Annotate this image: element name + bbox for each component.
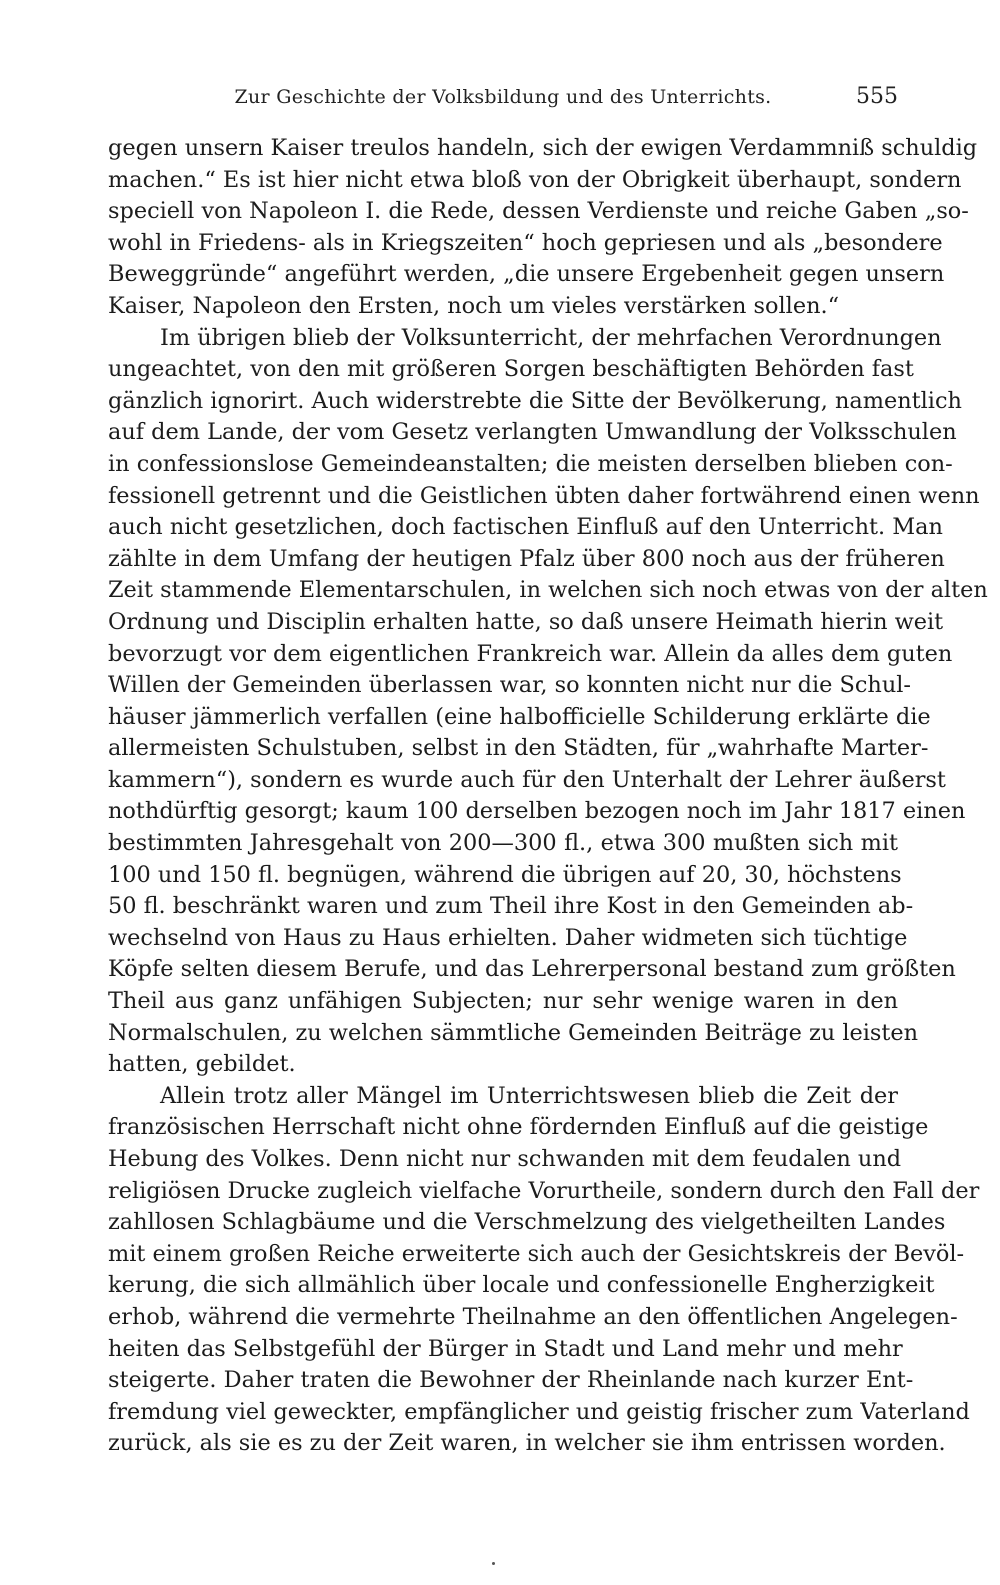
text-line: nothdürftig gesorgt; kaum 100 derselben bezogen noch im Jahr 1817 einen	[108, 798, 966, 825]
text-line: allermeisten Schulstuben, selbst in den Städten, für „wahrhafte Marter-	[108, 735, 929, 762]
text-line: häuser jämmerlich verfallen (eine halbofficielle Schilderung erklärte die	[108, 703, 931, 730]
text-line: erhob, während die vermehrte Theilnahme an den öffentlichen Angelegen-	[108, 1303, 958, 1330]
text-line: religiösen Drucke zugleich vielfache Vorurtheile, sondern durch den Fall der	[108, 1177, 980, 1204]
text-line: bevorzugt vor dem eigentlichen Frankreich war. Allein da alles dem guten	[108, 640, 953, 667]
paragraph-start-line: Im übrigen blieb der Volksunterricht, der mehrfachen Verordnungen	[160, 324, 942, 351]
text-line: machen.“ Es ist hier nicht etwa bloß von der Obrigkeit überhaupt, sondern	[108, 166, 962, 193]
text-line: zahllosen Schlagbäume und die Verschmelzung des vielgetheilten Landes	[108, 1209, 946, 1236]
text-line: speciell von Napoleon I. die Rede, dessen Verdienste und reiche Gaben „so-	[108, 198, 969, 225]
print-speck	[492, 1562, 495, 1565]
body-text	[108, 133, 988, 1460]
text-line: 100 und 150 fl. begnügen, während die übrigen auf 20, 30, höchstens	[108, 861, 902, 888]
text-line: 50 fl. beschränkt waren und zum Theil ihre Kost in den Gemeinden ab-	[108, 893, 914, 920]
paragraph-start-line: Allein trotz aller Mängel im Unterrichtswesen blieb die Zeit der	[160, 1082, 898, 1109]
text-line: zurück, als sie es zu der Zeit waren, in welcher sie ihm entrissen worden.	[108, 1430, 946, 1457]
text-line: Ordnung und Disciplin erhalten hatte, so daß unsere Heimath hierin weit	[108, 608, 944, 635]
text-line: mit einem großen Reiche erweiterte sich auch der Gesichtskreis der Bevöl-	[108, 1240, 965, 1267]
text-line: Köpfe selten diesem Berufe, und das Lehrerpersonal bestand zum größten	[108, 956, 956, 983]
text-line: Willen der Gemeinden überlassen war, so konnten nicht nur die Schul-	[108, 672, 911, 699]
text-line: gegen unsern Kaiser treulos handeln, sich der ewigen Verdammniß schuldig	[108, 135, 978, 161]
text-line: Hebung des Volkes. Denn nicht nur schwanden mit dem feudalen und	[108, 1146, 902, 1172]
running-title: Zur Geschichte der Volksbildung und des Unterrichts.	[234, 86, 772, 108]
text-line: kammern“), sondern es wurde auch für den Unterhalt der Lehrer äußerst	[108, 766, 946, 793]
text-line: Beweggründe“ angeführt werden, „die unsere Ergebenheit gegen unsern	[108, 261, 945, 288]
text-line: fessionell getrennt und die Geistlichen übten daher fortwährend einen wenn	[108, 482, 980, 509]
text-line: ungeachtet, von den mit größeren Sorgen beschäftigten Behörden fast	[108, 356, 914, 383]
text-line: bestimmten Jahresgehalt von 200—300 fl., etwa 300 mußten sich mit	[108, 830, 898, 857]
text-line: kerung, die sich allmählich über locale und confessionelle Engherzigkeit	[108, 1272, 935, 1299]
text-line: steigerte. Daher traten die Bewohner der Rheinlande nach kurzer Ent-	[108, 1367, 914, 1394]
text-line: Zeit stammende Elementarschulen, in welchen sich noch etwas von der alten	[108, 577, 988, 604]
text-line: hatten, gebildet.	[108, 1051, 296, 1078]
text-line: heiten das Selbstgefühl der Bürger in Stadt und Land mehr und mehr	[108, 1335, 903, 1362]
text-line: wohl in Friedens- als in Kriegszeiten“ hoch gepriesen und als „besondere	[108, 229, 943, 256]
text-line: Kaiser, Napoleon den Ersten, noch um vieles verstärken sollen.“	[108, 292, 840, 319]
text-line: Theil aus ganz unfähigen Subjecten; nur sehr wenige waren in den	[108, 988, 898, 1015]
page-header	[108, 86, 898, 116]
text-line: gänzlich ignorirt. Auch widerstrebte die Sitte der Bevölkerung, namentlich	[108, 387, 962, 414]
text-line: Normalschulen, zu welchen sämmtliche Gemeinden Beiträge zu leisten	[108, 1019, 919, 1046]
text-line: auf dem Lande, der vom Gesetz verlangten Umwandlung der Volksschulen	[108, 419, 957, 446]
text-line: zählte in dem Umfang der heutigen Pfalz über 800 noch aus der früheren	[108, 545, 945, 572]
page-number: 555	[856, 84, 898, 109]
text-line: in confessionslose Gemeindeanstalten; die meisten derselben blieben con-	[108, 450, 953, 477]
text-line: französischen Herrschaft nicht ohne fördernden Einfluß auf die geistige	[108, 1114, 929, 1141]
text-line: fremdung viel geweckter, empfänglicher und geistig frischer zum Vaterland	[108, 1398, 970, 1425]
text-line: wechselnd von Haus zu Haus erhielten. Daher widmeten sich tüchtige	[108, 924, 908, 951]
text-line: auch nicht gesetzlichen, doch factischen Einfluß auf den Unterricht. Man	[108, 514, 943, 541]
